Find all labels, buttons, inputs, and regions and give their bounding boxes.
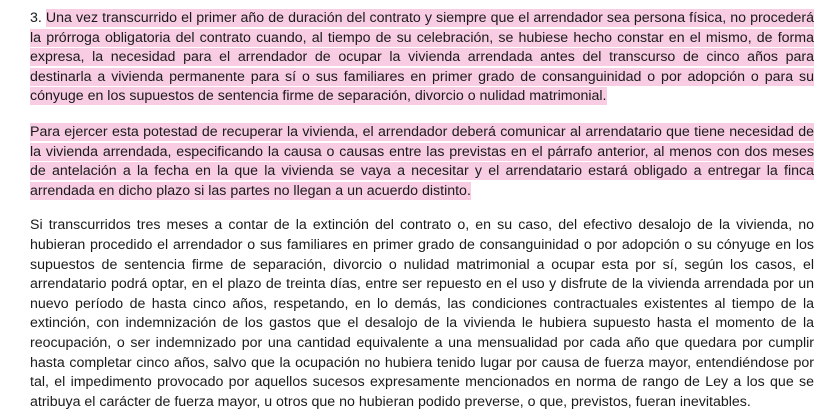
paragraph-remedy — [6, 216, 814, 412]
paragraph-notice — [6, 123, 814, 201]
paragraph-number: 3. — [30, 10, 42, 26]
highlighted-text: Una vez transcurrido el primer año de duración del contrato y siempre que el arrendador sea persona física, no procederá la prórroga obligatoria del contrato cuando, al tiempo de su celebración, se hubiese hecho constar en el mismo, de forma expresa, la necesidad para el arrendador de ocupar la vivienda arrendada antes del transcurso de cinco años para destinarla a vivienda permanente para sí o sus familiares en primer grado de consanguinidad o por adopción o para su cónyuge en los supuestos de sentencia firme de separación, divorcio o nulidad matrimonial. — [30, 10, 814, 105]
body-text: Si transcurridos tres meses a contar de la extinción del contrato o, en su caso, del efectivo desalojo de la vivienda, no hubieran procedido el arrendador o sus familiares en primer grado de consanguinidad o por adopción o su cónyuge en los supuestos de sentencia firme de separación, divorcio o nulidad matrimonial a ocupar esta por sí, según los casos, el arrendatario podrá optar, en el plazo de treinta días, entre ser repuesto en el uso y disfrute de la vivienda arrendada por un nuevo período de hasta cinco años, respetando, en lo demás, las condiciones contractuales existentes al tiempo de la extinción, con indemnización de los gastos que el desalojo de la vivienda le hubiera supuesto hasta el momento de la reocupación, o ser indemnizado por una cantidad equivalente a una mensualidad por cada año que quedara por cumplir hasta completar cinco años, salvo que la ocupación no hubiera tenido lugar por causa de fuerza mayor, entendiéndose por tal, el impedimento provocado por aquellos sucesos expresamente mencionados en norma de rango de Ley a los que se atribuya el carácter de fuerza mayor, u otros que no hubieran podido preverse, o que, previstos, fueran inevitables. — [30, 217, 814, 410]
highlighted-text: Para ejercer esta potestad de recuperar la vivienda, el arrendador deberá comunicar al arrendatario que tiene necesidad de la vivienda arrendada, especificando la causa o causas entre las previstas en el párrafo anterior, al menos con dos meses de antelación a la fecha en la que la vivienda se vaya a necesitar y el arrendatario estará obligado a entregar la finca arrendada en dicho plazo si las partes no llegan a un acuerdo distinto. — [30, 123, 814, 199]
paragraph-3 — [6, 9, 814, 107]
